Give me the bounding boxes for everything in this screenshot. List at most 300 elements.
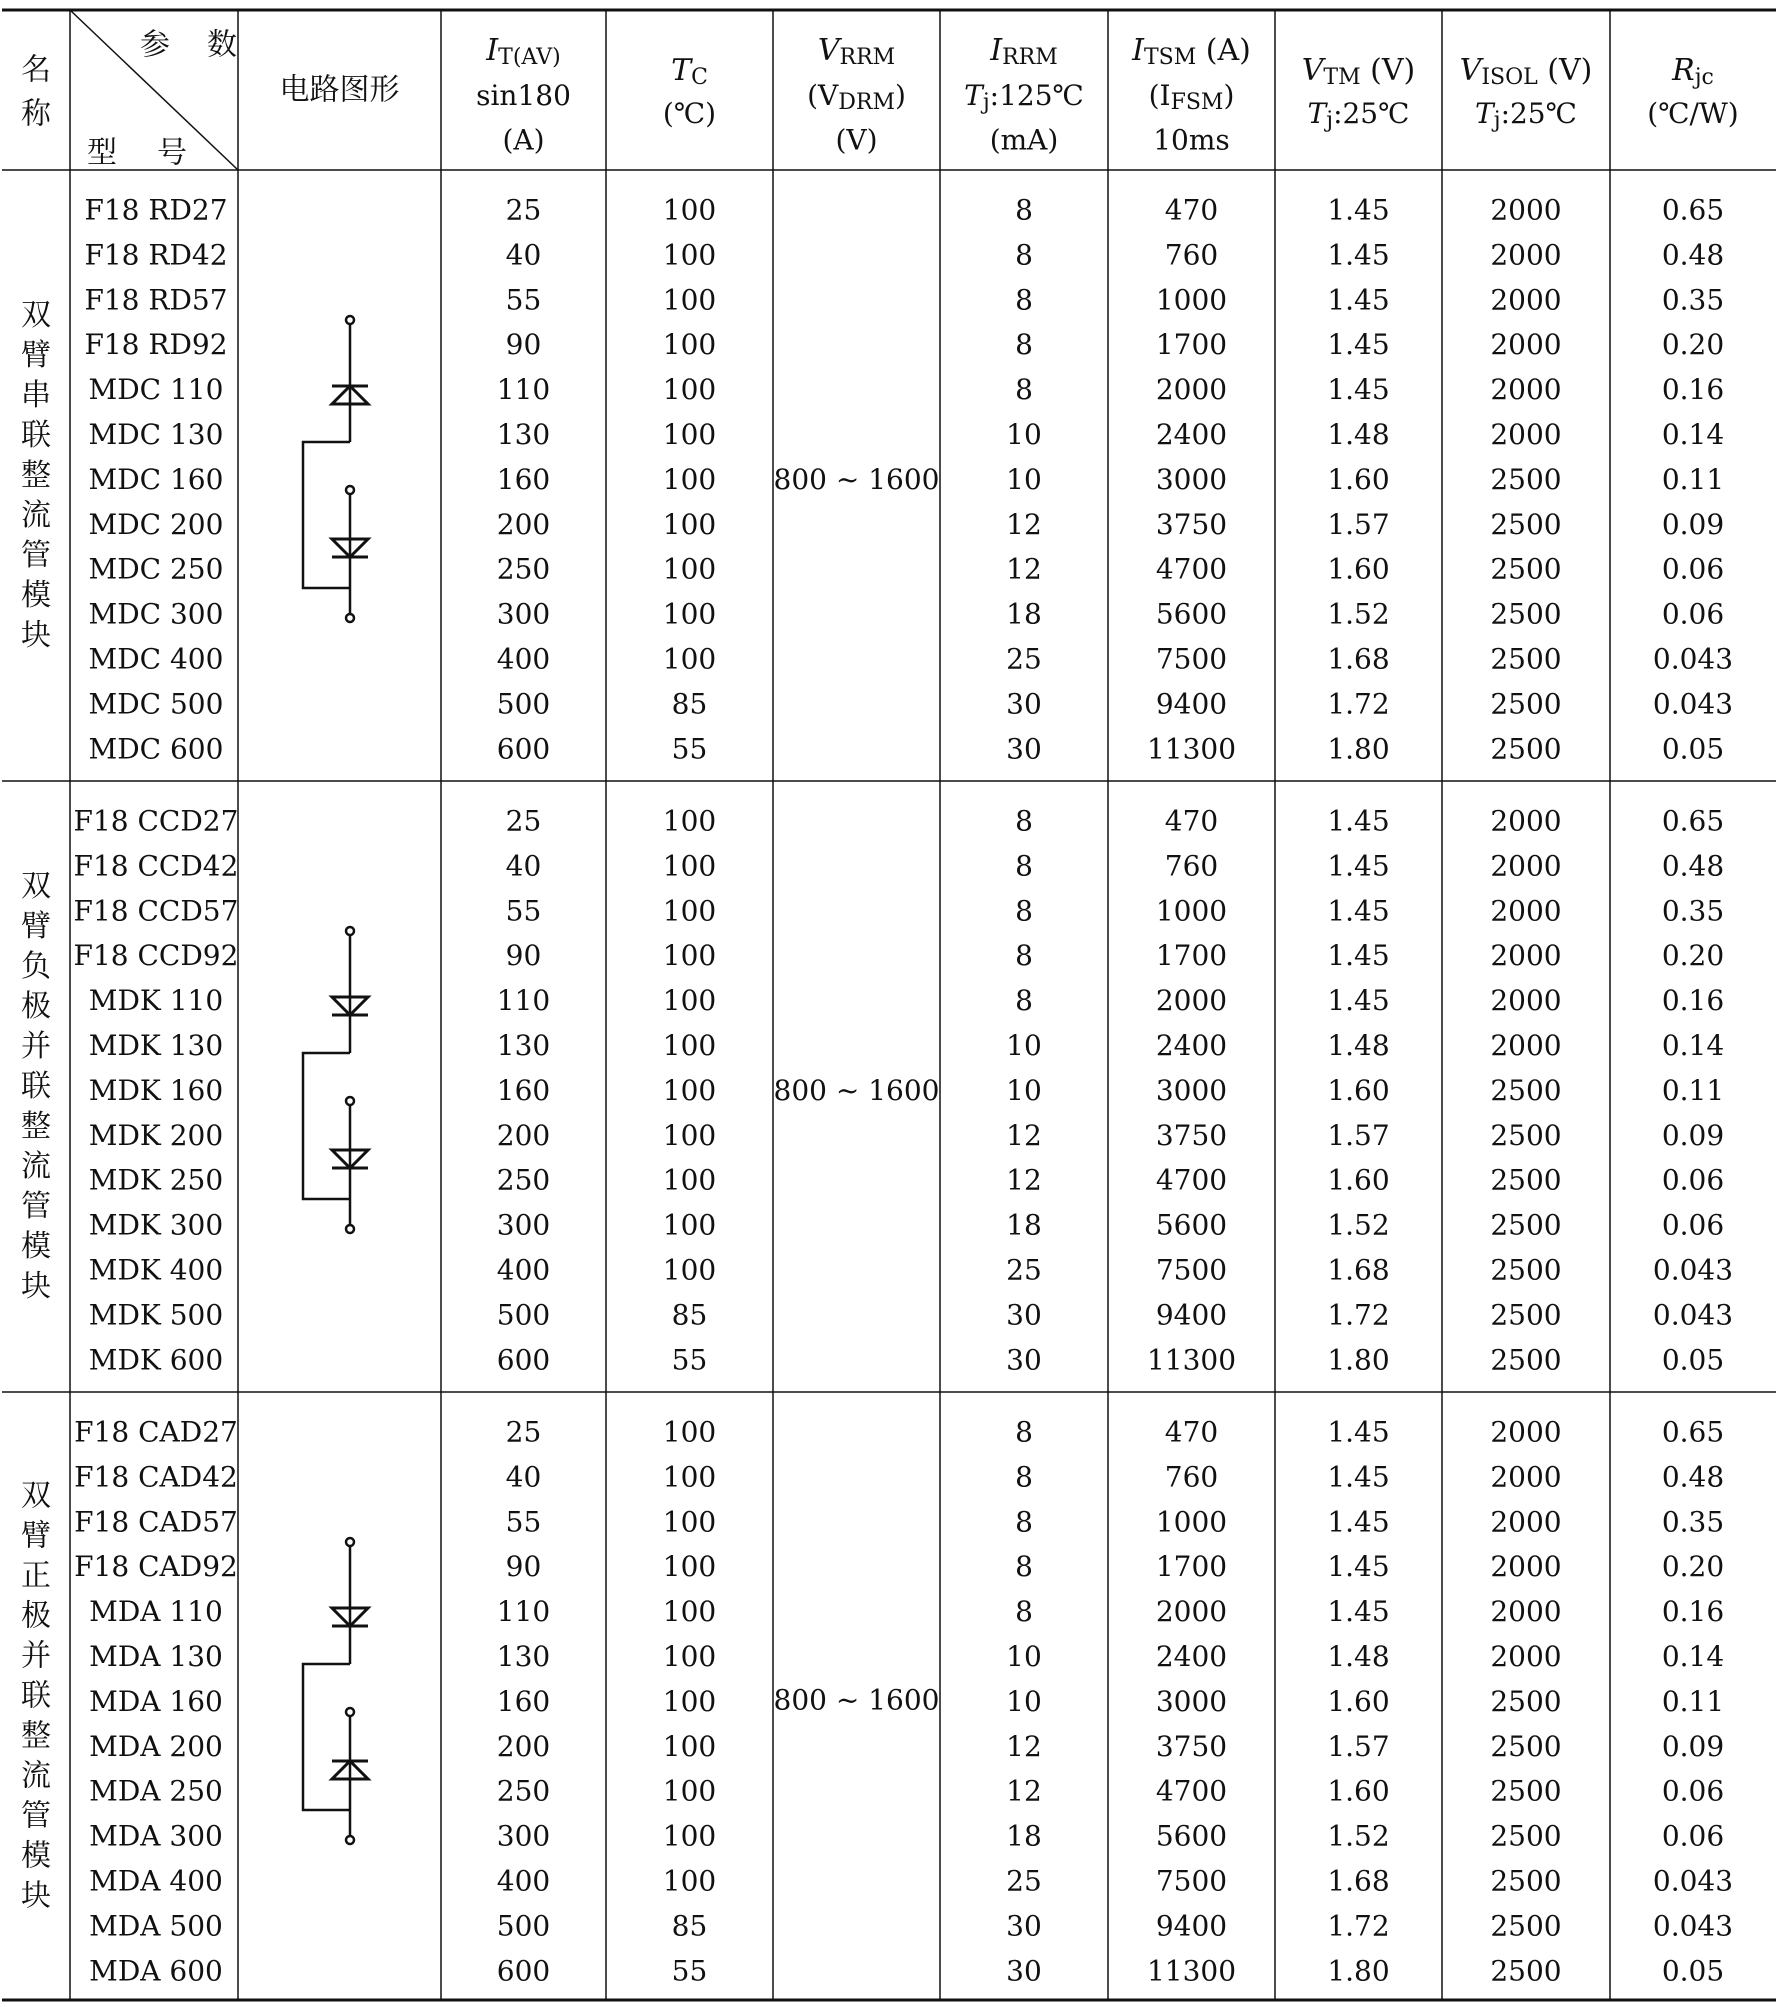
header-subscript: RRM [839, 44, 896, 70]
header-line2-end: ) [894, 78, 906, 112]
header-symbol: V [1459, 52, 1482, 88]
cell-tc: 100 [662, 1253, 717, 1287]
cell-tc: 100 [662, 552, 717, 586]
cell-it: 400 [496, 1253, 551, 1287]
cell-visol: 2500 [1490, 597, 1562, 631]
model-name: F18 RD27 [84, 193, 228, 227]
model-name: MDK 200 [88, 1118, 224, 1152]
cell-tc: 100 [662, 1774, 717, 1808]
cell-vtm: 1.45 [1327, 193, 1390, 227]
group-name-char: 正 [21, 1558, 51, 1594]
cell-vtm: 1.72 [1327, 1909, 1390, 1943]
cell-visol: 2500 [1490, 1073, 1562, 1107]
cell-visol: 2000 [1490, 238, 1562, 272]
model-name: F18 CCD57 [73, 894, 239, 928]
cell-it: 200 [496, 1729, 551, 1763]
cell-itsm: 4700 [1155, 1163, 1228, 1197]
cell-visol: 2000 [1490, 939, 1562, 973]
cell-irrm: 18 [1006, 597, 1042, 631]
header-line2: sin180 [476, 78, 571, 112]
cell-tc: 100 [662, 1729, 717, 1763]
cell-vtm: 1.57 [1327, 1118, 1390, 1152]
cell-irrm: 8 [1015, 984, 1033, 1018]
cell-vtm: 1.60 [1327, 1073, 1390, 1107]
cell-vtm: 1.68 [1327, 642, 1390, 676]
group-name-char: 管 [21, 1798, 51, 1834]
header-line2-sub: DRM [838, 89, 895, 115]
cell-irrm: 25 [1006, 1253, 1042, 1287]
cell-itsm: 5600 [1155, 597, 1228, 631]
model-name: MDK 160 [88, 1073, 224, 1107]
header-line2-end: :25℃ [1500, 96, 1577, 130]
cell-visol: 2500 [1490, 1684, 1562, 1718]
group-name-char: 联 [21, 1678, 51, 1714]
cell-vtm: 1.45 [1327, 1415, 1390, 1449]
cell-irrm: 8 [1015, 804, 1033, 838]
cell-it: 600 [496, 1343, 551, 1377]
cell-itsm: 7500 [1155, 1253, 1228, 1287]
cell-irrm: 12 [1006, 507, 1042, 541]
header-symbol: T [671, 52, 692, 88]
cell-itsm: 4700 [1155, 1774, 1228, 1808]
cell-irrm: 10 [1006, 1073, 1042, 1107]
cell-irrm: 8 [1015, 939, 1033, 973]
cell-tc: 100 [662, 283, 717, 317]
cell-itsm: 1000 [1155, 894, 1228, 928]
model-name: MDC 500 [88, 687, 224, 721]
cell-itsm: 1700 [1155, 939, 1228, 973]
header-symbol: V [1301, 52, 1324, 88]
model-name: F18 CCD42 [73, 849, 239, 883]
group-name-char: 块 [21, 1878, 51, 1914]
cell-vtm: 1.57 [1327, 1729, 1390, 1763]
header-col-it-line2 [476, 79, 571, 112]
cell-vtm: 1.45 [1327, 804, 1390, 838]
cell-visol: 2000 [1490, 373, 1562, 407]
model-name: F18 CAD27 [74, 1415, 238, 1449]
group-name-char: 串 [21, 378, 51, 413]
cell-tc: 100 [662, 1415, 717, 1449]
cell-rjc: 0.043 [1652, 1298, 1734, 1332]
cell-tc: 100 [662, 462, 717, 496]
cell-visol: 2500 [1490, 1774, 1562, 1808]
header-line2-sub: j [1326, 107, 1334, 133]
cell-it: 110 [496, 1595, 551, 1629]
diode-series-icon [303, 316, 368, 622]
model-name: MDA 600 [89, 1954, 223, 1988]
cell-rjc: 0.06 [1661, 597, 1725, 631]
cell-itsm: 5600 [1155, 1208, 1228, 1242]
cell-it: 200 [496, 1118, 551, 1152]
model-name: MDK 110 [88, 984, 224, 1018]
cell-irrm: 10 [1006, 1640, 1042, 1673]
cell-itsm: 470 [1164, 1415, 1219, 1449]
cell-it: 600 [496, 1954, 551, 1988]
cell-visol: 2500 [1490, 1343, 1562, 1377]
model-name: MDK 250 [88, 1163, 224, 1197]
cell-itsm: 7500 [1155, 1864, 1228, 1898]
model-name: MDA 110 [89, 1595, 223, 1629]
cell-visol: 2000 [1490, 849, 1562, 883]
cell-irrm: 8 [1015, 1595, 1033, 1629]
header-line2-end: ) [1223, 78, 1235, 112]
model-name: F18 RD42 [84, 238, 228, 272]
header-col-visol-symbol [1460, 53, 1593, 90]
cell-tc: 100 [662, 1163, 717, 1197]
cell-irrm: 10 [1006, 418, 1042, 451]
header-name-char: 称 [21, 96, 51, 132]
header-col-tc-symbol [671, 53, 708, 90]
header-symbol: I [486, 32, 499, 68]
cell-tc: 85 [671, 687, 708, 721]
model-name: MDA 500 [89, 1909, 223, 1943]
model-name: F18 RD92 [84, 328, 228, 362]
model-name: MDK 600 [88, 1343, 224, 1377]
header-line2: T [1475, 96, 1494, 130]
cell-vtm: 1.48 [1327, 1640, 1390, 1673]
cell-vtm: 1.52 [1327, 597, 1390, 631]
cell-it: 25 [505, 1415, 542, 1449]
cell-irrm: 10 [1006, 462, 1042, 496]
header-circuit-label: 电路图形 [279, 72, 400, 108]
group-name-char: 流 [21, 1758, 51, 1794]
cell-it: 250 [496, 1163, 551, 1197]
cell-rjc: 0.14 [1661, 1640, 1725, 1673]
header-symbol: R [1672, 52, 1695, 88]
group-name-char: 管 [21, 538, 51, 573]
cell-rjc: 0.16 [1661, 373, 1725, 407]
cell-vtm: 1.48 [1327, 1029, 1390, 1062]
group-name-char: 臂 [21, 338, 51, 373]
cell-irrm: 30 [1006, 1954, 1042, 1988]
cell-irrm: 12 [1006, 1729, 1042, 1763]
cell-vtm: 1.80 [1327, 1954, 1390, 1988]
header-line2-end: :25℃ [1333, 96, 1410, 130]
cell-vtm: 1.45 [1327, 939, 1390, 973]
cell-rjc: 0.16 [1661, 1595, 1725, 1629]
cell-vtm: 1.45 [1327, 1505, 1390, 1539]
cell-visol: 2000 [1490, 1029, 1562, 1062]
header-col-tc-line2 [663, 97, 716, 130]
cell-itsm: 3750 [1155, 1118, 1228, 1152]
group-name-char: 联 [21, 418, 51, 453]
cell-tc: 100 [662, 1460, 717, 1494]
cell-it: 160 [496, 462, 551, 496]
cell-tc: 100 [662, 238, 717, 272]
model-name: MDC 600 [88, 732, 224, 766]
cell-vtm: 1.45 [1327, 238, 1390, 272]
model-name: F18 CAD92 [74, 1550, 238, 1584]
group-name-char: 极 [21, 989, 51, 1024]
cell-visol: 2000 [1490, 328, 1562, 362]
model-name: F18 CCD27 [73, 804, 239, 838]
cell-irrm: 10 [1006, 1684, 1042, 1718]
header-line2: T [964, 78, 983, 112]
cell-visol: 2000 [1490, 1550, 1562, 1584]
cell-rjc: 0.11 [1661, 1684, 1725, 1718]
cell-it: 90 [505, 939, 542, 973]
model-name: MDC 300 [88, 597, 224, 631]
cell-irrm: 30 [1006, 1298, 1042, 1332]
cell-vtm: 1.48 [1327, 418, 1390, 451]
cell-rjc: 0.20 [1661, 328, 1725, 362]
cell-itsm: 9400 [1155, 687, 1228, 721]
header-param-char: 数 [207, 27, 237, 63]
cell-visol: 2500 [1490, 1909, 1562, 1943]
cell-itsm: 9400 [1155, 1909, 1228, 1943]
header-line2-sub: j [1493, 107, 1501, 133]
cell-it: 40 [505, 1460, 542, 1494]
group-name-char: 极 [21, 1598, 51, 1634]
cell-it: 300 [496, 597, 551, 631]
header-col-irrm-symbol [989, 33, 1058, 70]
cell-itsm: 2400 [1155, 1640, 1228, 1673]
cell-itsm: 11300 [1146, 732, 1237, 766]
cell-visol: 2000 [1490, 418, 1562, 451]
cell-rjc: 0.65 [1661, 1415, 1725, 1449]
cell-rjc: 0.06 [1661, 552, 1725, 586]
group-name-char: 管 [21, 1189, 51, 1224]
cell-vtm: 1.45 [1327, 894, 1390, 928]
header-subscript: RRM [1002, 44, 1058, 70]
cell-irrm: 25 [1006, 1864, 1042, 1898]
cell-vtm: 1.45 [1327, 1460, 1390, 1494]
model-name: MDA 400 [89, 1864, 223, 1898]
group-name-char: 双 [21, 1478, 51, 1514]
cell-tc: 100 [662, 373, 717, 407]
cell-it: 40 [505, 849, 542, 883]
header-symbol: V [817, 32, 840, 68]
model-name: MDA 300 [89, 1819, 223, 1853]
header-subscript: TM [1323, 64, 1361, 90]
cell-vtm: 1.68 [1327, 1864, 1390, 1898]
cell-irrm: 12 [1006, 1774, 1042, 1808]
cell-tc: 100 [662, 1505, 717, 1539]
header-col-rjc-line2 [1647, 97, 1738, 130]
header-symbol: I [1132, 32, 1144, 68]
cell-vtm: 1.45 [1327, 283, 1390, 317]
header-line2: (℃) [662, 96, 717, 130]
header-col-visol-line2 [1475, 97, 1577, 133]
cell-rjc: 0.043 [1652, 642, 1734, 676]
cell-visol: 2500 [1490, 1163, 1562, 1197]
header-symbol: I [990, 32, 1003, 68]
cell-tc: 85 [671, 1298, 708, 1332]
cell-it: 160 [496, 1684, 551, 1718]
cell-rjc: 0.09 [1661, 1118, 1725, 1152]
header-subscript: C [691, 64, 708, 90]
cell-it: 90 [505, 1550, 542, 1584]
cell-irrm: 18 [1006, 1208, 1042, 1242]
cell-tc: 100 [662, 328, 717, 362]
model-name: MDK 400 [88, 1253, 224, 1287]
cell-itsm: 11300 [1146, 1343, 1237, 1377]
cell-itsm: 3750 [1155, 507, 1228, 541]
cell-visol: 2500 [1490, 552, 1562, 586]
cell-tc: 100 [662, 1118, 717, 1152]
cell-tc: 100 [662, 418, 717, 451]
cell-irrm: 8 [1015, 1505, 1033, 1539]
group-name-char: 整 [21, 1718, 51, 1754]
cell-itsm: 3750 [1155, 1729, 1228, 1763]
header-col-vrrm-line3: (V) [835, 123, 878, 157]
cell-it: 250 [496, 1774, 551, 1808]
cell-visol: 2000 [1490, 193, 1562, 227]
cell-vtm: 1.45 [1327, 373, 1390, 407]
cell-irrm: 8 [1015, 328, 1033, 362]
cell-itsm: 2000 [1155, 1595, 1228, 1629]
cell-visol: 2500 [1490, 1253, 1562, 1287]
model-name: MDC 110 [88, 373, 224, 407]
cell-tc: 85 [671, 1909, 708, 1943]
cell-rjc: 0.65 [1661, 804, 1725, 838]
cell-rjc: 0.35 [1661, 894, 1725, 928]
cell-tc: 100 [662, 939, 717, 973]
vrrm-range: 800 ~ 1600 [773, 1683, 940, 1717]
cell-tc: 100 [662, 507, 717, 541]
header-model-char: 型 [87, 135, 117, 171]
cell-it: 300 [496, 1208, 551, 1242]
model-name: F18 RD57 [84, 283, 228, 317]
cell-rjc: 0.06 [1661, 1208, 1725, 1242]
cell-visol: 2500 [1490, 1819, 1562, 1853]
vrrm-range: 800 ~ 1600 [773, 1074, 940, 1107]
cell-itsm: 2000 [1155, 984, 1228, 1018]
cell-visol: 2500 [1490, 462, 1562, 496]
cell-visol: 2000 [1490, 894, 1562, 928]
group-name-char: 臂 [21, 909, 51, 944]
cell-visol: 2500 [1490, 732, 1562, 766]
header-unit: (V) [1360, 52, 1416, 88]
cell-vtm: 1.45 [1327, 1595, 1390, 1629]
cell-itsm: 470 [1164, 804, 1219, 838]
header-model-char: 号 [157, 135, 187, 171]
header-line2-sub: j [982, 89, 990, 115]
cell-visol: 2000 [1490, 1415, 1562, 1449]
cell-it: 250 [496, 552, 551, 586]
cell-vtm: 1.60 [1327, 1774, 1390, 1808]
cell-irrm: 12 [1006, 1118, 1042, 1152]
cell-rjc: 0.11 [1661, 462, 1725, 496]
header-col-vtm-symbol [1302, 53, 1415, 90]
cell-rjc: 0.20 [1661, 1550, 1725, 1584]
cell-tc: 100 [662, 1684, 717, 1718]
cell-itsm: 2400 [1155, 418, 1228, 451]
cell-itsm: 470 [1164, 193, 1219, 227]
cell-tc: 55 [671, 732, 708, 766]
cell-tc: 100 [662, 1640, 717, 1673]
cell-tc: 100 [662, 597, 717, 631]
cell-visol: 2000 [1490, 283, 1562, 317]
cell-it: 110 [496, 373, 551, 407]
cell-irrm: 30 [1006, 1909, 1042, 1943]
header-col-irrm-line2 [964, 79, 1084, 115]
cell-it: 130 [496, 1029, 551, 1062]
cell-it: 55 [505, 1505, 542, 1539]
header-unit: (A) [1196, 32, 1251, 68]
cell-rjc: 0.11 [1661, 1073, 1725, 1107]
group-name-char: 流 [21, 498, 51, 533]
group-name-char: 块 [21, 618, 51, 653]
header-col-itsm-line2 [1149, 79, 1235, 115]
model-name: MDK 300 [88, 1208, 224, 1242]
cell-it: 90 [505, 328, 542, 362]
cell-visol: 2500 [1490, 1298, 1562, 1332]
cell-rjc: 0.20 [1661, 939, 1725, 973]
model-name: MDC 130 [88, 418, 224, 451]
cell-rjc: 0.06 [1661, 1819, 1725, 1853]
cell-rjc: 0.05 [1661, 1954, 1725, 1988]
cell-rjc: 0.05 [1661, 1343, 1725, 1377]
cell-it: 600 [496, 732, 551, 766]
cell-irrm: 30 [1006, 687, 1042, 721]
model-name: MDC 160 [88, 462, 224, 496]
header-col-vrrm-line2 [807, 79, 906, 115]
cell-itsm: 4700 [1155, 552, 1228, 586]
model-name: F18 CAD42 [74, 1460, 238, 1494]
group-name-char: 负 [21, 949, 51, 984]
cell-it: 400 [496, 642, 551, 676]
cell-it: 500 [496, 687, 551, 721]
cell-rjc: 0.09 [1661, 1729, 1725, 1763]
cell-tc: 100 [662, 1029, 717, 1062]
cell-itsm: 5600 [1155, 1819, 1228, 1853]
cell-it: 300 [496, 1819, 551, 1853]
group-name-char: 整 [21, 1109, 51, 1144]
header-line2: (℃/W) [1647, 96, 1739, 130]
header-unit: (V) [1537, 52, 1593, 88]
cell-rjc: 0.35 [1661, 1505, 1725, 1539]
cell-tc: 100 [662, 849, 717, 883]
cell-visol: 2500 [1490, 687, 1562, 721]
cell-rjc: 0.06 [1661, 1163, 1725, 1197]
cell-itsm: 3000 [1155, 462, 1228, 496]
cell-itsm: 3000 [1155, 1073, 1228, 1107]
cell-tc: 55 [671, 1954, 708, 1988]
cell-irrm: 30 [1006, 732, 1042, 766]
cell-visol: 2000 [1490, 984, 1562, 1018]
group-name-char: 并 [21, 1638, 51, 1674]
cell-tc: 100 [662, 1864, 717, 1898]
header-col-itsm-line3: 10ms [1153, 123, 1230, 157]
cell-vtm: 1.45 [1327, 849, 1390, 883]
cell-tc: 100 [662, 193, 717, 227]
cell-irrm: 12 [1006, 552, 1042, 586]
header-col-irrm-line3: (mA) [989, 123, 1059, 157]
header-col-it-line3: (A) [502, 123, 545, 157]
cell-it: 25 [505, 193, 542, 227]
cell-tc: 100 [662, 1819, 717, 1853]
cell-it: 55 [505, 894, 542, 928]
cell-it: 400 [496, 1864, 551, 1898]
cell-tc: 100 [662, 1208, 717, 1242]
cell-it: 25 [505, 804, 542, 838]
cell-tc: 100 [662, 804, 717, 838]
cell-visol: 2000 [1490, 1640, 1562, 1673]
cell-rjc: 0.35 [1661, 283, 1725, 317]
cell-vtm: 1.57 [1327, 507, 1390, 541]
group-name-char: 整 [21, 458, 51, 493]
group-name-char: 模 [21, 1229, 51, 1264]
cell-itsm: 7500 [1155, 642, 1228, 676]
cell-tc: 100 [662, 984, 717, 1018]
cell-vtm: 1.60 [1327, 552, 1390, 586]
cell-itsm: 760 [1164, 238, 1219, 272]
cell-itsm: 2000 [1155, 373, 1228, 407]
header-line2: (V [807, 78, 839, 112]
cell-rjc: 0.05 [1661, 732, 1725, 766]
cell-tc: 100 [662, 1595, 717, 1629]
